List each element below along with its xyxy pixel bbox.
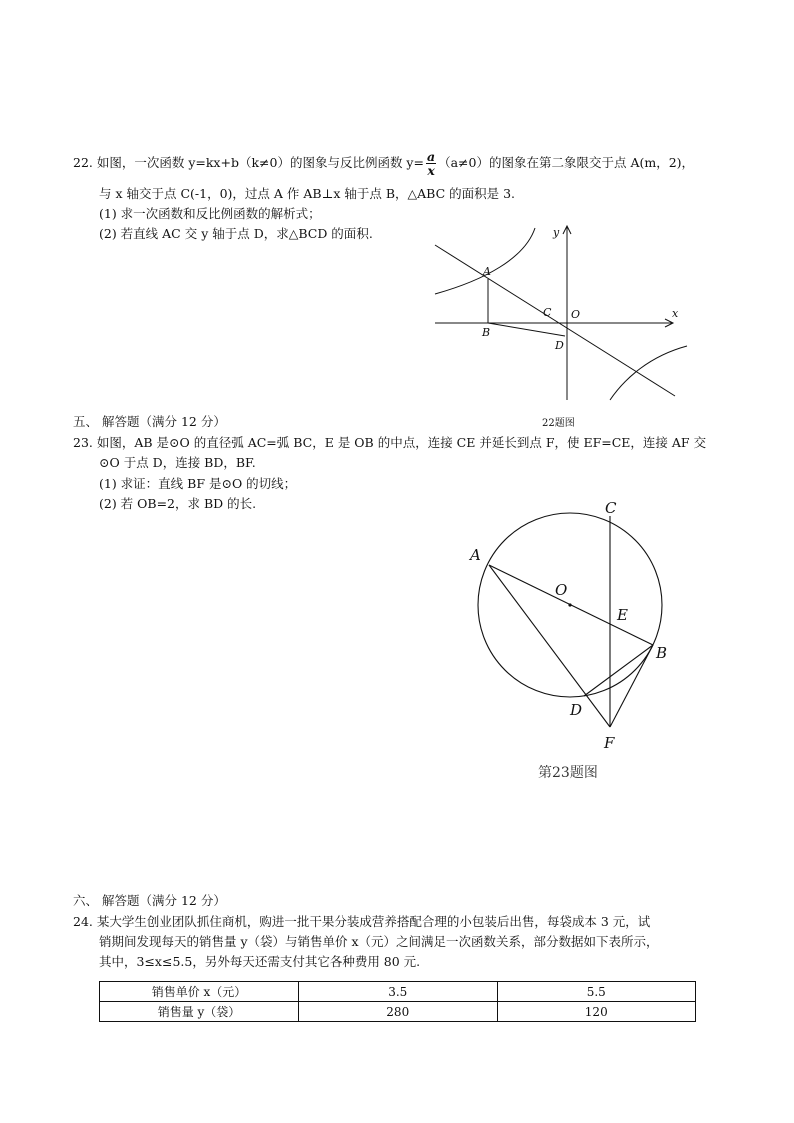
table-cell: 280 [299, 1002, 498, 1022]
q22-stem-b: （a≠0）的图象在第二象限交于点 A(m，2)， [438, 155, 695, 170]
segment-bd [488, 323, 565, 336]
q24-line2: 销期间发现每天的销售量 y（袋）与销售单价 x（元）之间满足一次函数关系，部分数据如下表所示， [99, 934, 659, 949]
label-a: A [470, 546, 481, 564]
label-b: B [482, 326, 491, 339]
table-cell: 销售量 y（袋） [100, 1002, 299, 1022]
segment-bd [584, 645, 653, 696]
q22-figure-caption: 22题图 [542, 418, 575, 429]
label-f: F [604, 734, 615, 752]
q23-figure-caption: 第23题图 [538, 765, 598, 781]
table-cell: 销售单价 x（元） [100, 982, 299, 1002]
table-row [100, 982, 696, 1002]
table-cell: 3.5 [299, 982, 498, 1002]
table-cell: 5.5 [497, 982, 696, 1002]
label-y: y [553, 226, 560, 239]
q23-line2: ⊙O 于点 D，连接 BD，BF. [99, 455, 256, 470]
q23-line1: 23. 如图，AB 是⊙O 的直径弧 AC=弧 BC，E 是 OB 的中点，连接 CE 并延长到点 F，使 EF=CE，连接 AF 交 [73, 435, 707, 450]
label-o: O [555, 581, 568, 599]
fraction-numerator: a [426, 149, 436, 164]
q22-part1: (1) 求一次函数和反比例函数的解析式； [99, 206, 321, 221]
q22-line1 [73, 150, 694, 177]
hyperbola-branch-upper [435, 228, 535, 294]
label-e: E [617, 606, 628, 624]
label-o: O [571, 308, 581, 321]
label-d: D [570, 701, 583, 719]
line-acd [435, 245, 675, 396]
label-d: D [555, 339, 564, 352]
table-row [100, 1002, 696, 1022]
q22-figure [425, 218, 690, 430]
section5-title: 五、 解答题（满分 12 分） [73, 414, 226, 429]
center-point [568, 603, 571, 606]
label-x: x [672, 307, 679, 320]
q24-line1: 24. 某大学生创业团队抓住商机，购进一批干果分装成营养搭配合理的小包装后出售，每袋成本 3 元，试 [73, 914, 651, 929]
q22-stem-a: 22. 如图，一次函数 y=kx+b（k≠0）的图象与反比例函数 y= [73, 155, 424, 170]
q24-line3: 其中，3≤x≤5.5，另外每天还需支付其它各种费用 80 元. [99, 954, 421, 969]
q23-part2: (2) 若 OB=2，求 BD 的长. [99, 496, 257, 511]
segment-bf [610, 645, 653, 727]
label-a: A [483, 265, 491, 278]
fraction-a-over-x [426, 150, 436, 177]
label-b: B [656, 644, 668, 662]
fraction-denominator: x [427, 163, 435, 178]
table-cell: 120 [497, 1002, 696, 1022]
label-c: C [605, 499, 617, 517]
q23-figure [460, 495, 670, 785]
q22-part2: (2) 若直线 AC 交 y 轴于点 D，求△BCD 的面积. [99, 226, 373, 241]
q23-part1: (1) 求证：直线 BF 是⊙O 的切线； [99, 476, 297, 491]
label-c: C [543, 306, 552, 319]
segment-af [489, 565, 610, 727]
section6-title: 六、 解答题（满分 12 分） [73, 893, 226, 908]
q22-line2: 与 x 轴交于点 C(-1，0)，过点 A 作 AB⊥x 轴于点 B，△ABC 的面积是 3. [99, 186, 516, 201]
q24-data-table [99, 981, 696, 1022]
hyperbola-branch-lower [610, 346, 687, 400]
